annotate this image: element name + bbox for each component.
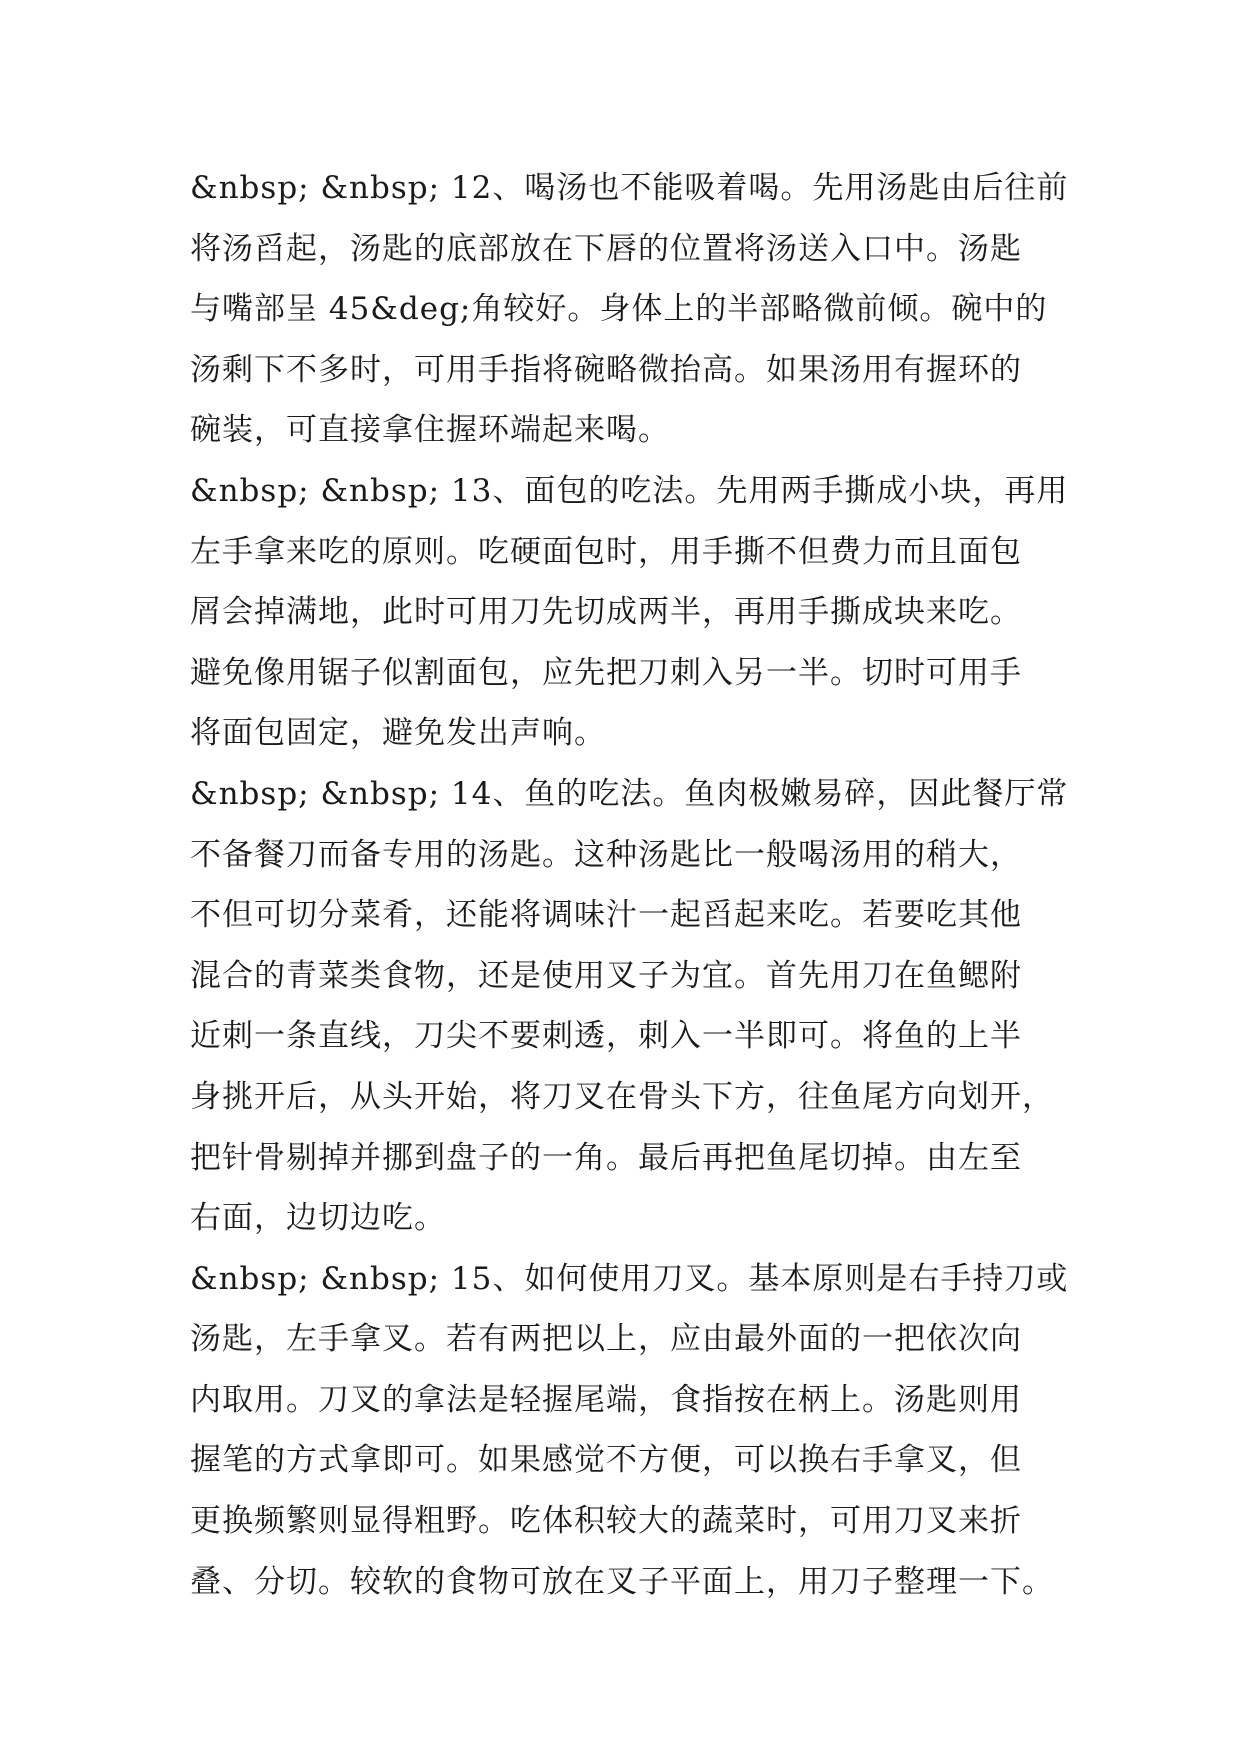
text-line: 左手拿来吃的原则。吃硬面包时，用手撕不但费力而且面包	[190, 533, 1022, 570]
text-line: &nbsp; &nbsp; 14、鱼的吃法。鱼肉极嫩易碎，因此餐厅常	[190, 775, 1069, 812]
text-line: 不备餐刀而备专用的汤匙。这种汤匙比一般喝汤用的稍大，	[190, 836, 1022, 873]
body-text	[190, 158, 1070, 1612]
text-line: 不但可切分菜肴，还能将调味汁一起舀起来吃。若要吃其他	[190, 897, 1022, 934]
paragraph-15	[190, 1249, 1070, 1613]
text-line: 避免像用锯子似割面包，应先把刀刺入另一半。切时可用手	[190, 654, 1022, 691]
text-line: 内取用。刀叉的拿法是轻握尾端，食指按在柄上。汤匙则用	[190, 1381, 1022, 1418]
text-line: &nbsp; &nbsp; 12、喝汤也不能吸着喝。先用汤匙由后往前	[190, 170, 1069, 206]
text-line: 屑会掉满地，此时可用刀先切成两半，再用手撕成块来吃。	[190, 594, 1022, 631]
paragraph-12	[190, 158, 1070, 461]
text-line: 右面，边切边吃。	[190, 1200, 446, 1237]
paragraph-13	[190, 461, 1070, 764]
text-line: 汤剩下不多时，可用手指将碗略微抬高。如果汤用有握环的	[190, 351, 1022, 388]
text-line: 叠、分切。较软的食物可放在叉子平面上，用刀子整理一下。	[190, 1563, 1054, 1600]
text-line: 碗装，可直接拿住握环端起来喝。	[190, 412, 670, 449]
text-line: 混合的青菜类食物，还是使用叉子为宜。首先用刀在鱼鳃附	[190, 957, 1022, 994]
text-line: 将汤舀起，汤匙的底部放在下唇的位置将汤送入口中。汤匙	[190, 230, 1022, 267]
text-line: 身挑开后，从头开始，将刀叉在骨头下方，往鱼尾方向划开，	[190, 1078, 1054, 1115]
text-line: 与嘴部呈 45&deg;角较好。身体上的半部略微前倾。碗中的	[190, 291, 1048, 328]
text-line: 将面包固定，避免发出声响。	[190, 715, 606, 752]
paragraph-14	[190, 764, 1070, 1249]
text-line: 近刺一条直线，刀尖不要刺透，刺入一半即可。将鱼的上半	[190, 1018, 1022, 1055]
text-line: &nbsp; &nbsp; 15、如何使用刀叉。基本原则是右手持刀或	[190, 1260, 1069, 1297]
text-line: 握笔的方式拿即可。如果感觉不方便，可以换右手拿叉，但	[190, 1442, 1022, 1479]
text-line: 汤匙，左手拿叉。若有两把以上，应由最外面的一把依次向	[190, 1321, 1022, 1358]
text-line: &nbsp; &nbsp; 13、面包的吃法。先用两手撕成小块，再用	[190, 472, 1069, 509]
text-line: 更换频繁则显得粗野。吃体积较大的蔬菜时，可用刀叉来折	[190, 1503, 1022, 1540]
text-line: 把针骨剔掉并挪到盘子的一角。最后再把鱼尾切掉。由左至	[190, 1139, 1022, 1176]
